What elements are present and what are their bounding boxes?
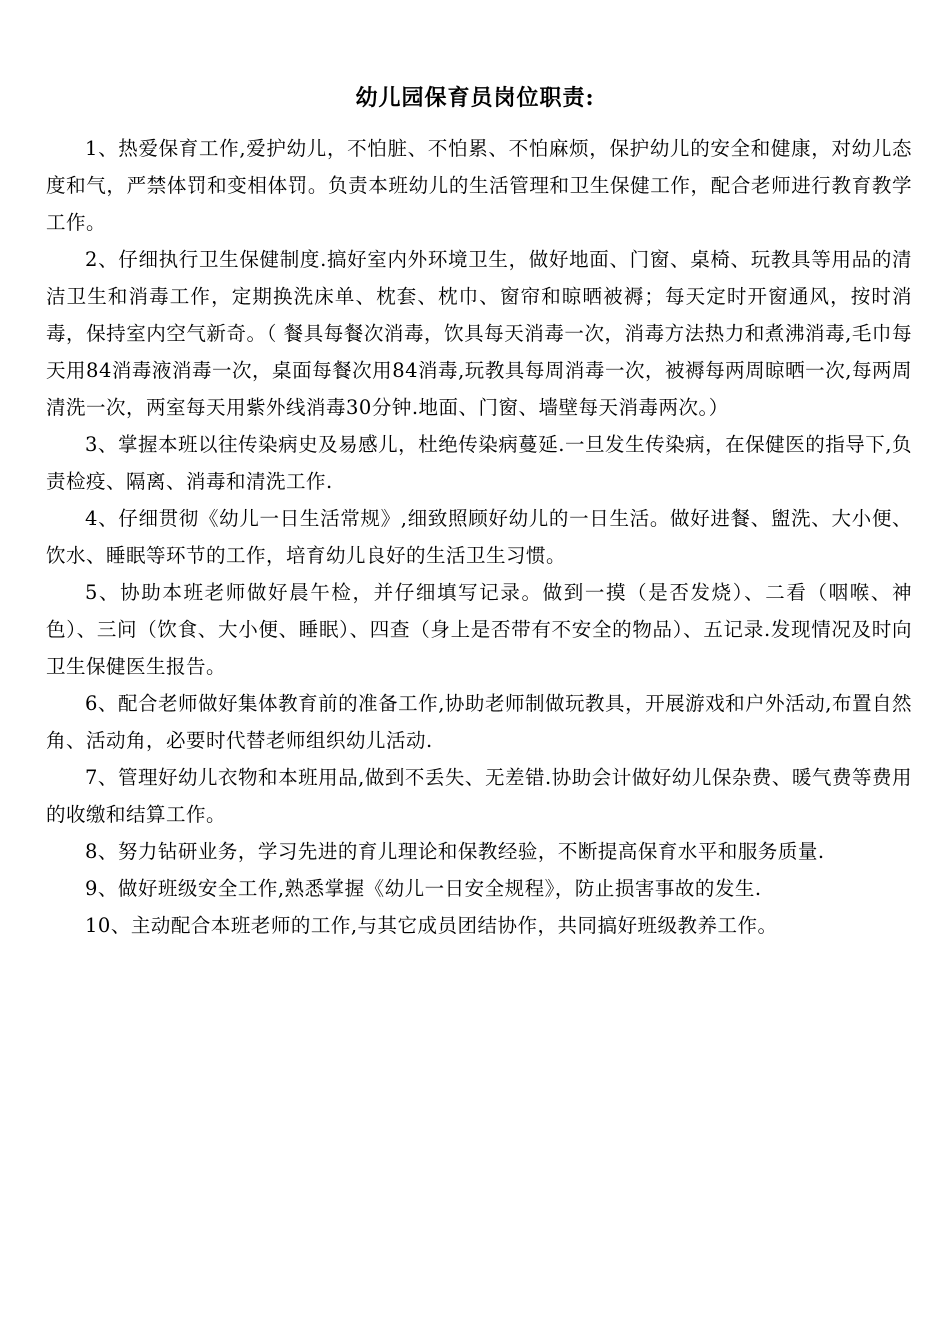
document-title: 幼儿园保育员岗位职责: xyxy=(355,85,595,111)
duty-paragraph-1: 1、热爱保育工作,爱护幼儿，不怕脏、不怕累、不怕麻烦，保护幼儿的安全和健康，对幼儿态度和气，严禁体罚和变相体罚。负责本班幼儿的生活管理和卫生保健工作，配合老师进行教育教学工作。 xyxy=(46,137,912,234)
duty-paragraph-2: 2、仔细执行卫生保健制度.搞好室内外环境卫生，做好地面、门窗、桌椅、玩教具等用品的清洁卫生和消毒工作，定期换洗床单、枕套、枕巾、窗帘和晾晒被褥；每天定时开窗通风，按时消毒，保持室内空气新奇。（ 餐具每餐次消毒，饮具每天消毒一次，消毒方法热力和煮沸消毒,毛巾每天用84消毒液消毒一次，桌面每餐次用84消毒,玩教具每周消毒一次，被褥每两周晾晒一次,每两周清洗一次，两室每天用紫外线消毒30分钟.地面、门窗、墙壁每天消毒两次。） xyxy=(46,248,912,419)
duty-paragraph-4: 4、仔细贯彻《幼儿一日生活常规》,细致照顾好幼儿的一日生活。做好进餐、盥洗、大小便、饮水、睡眠等环节的工作，培育幼儿良好的生活卫生习惯。 xyxy=(46,507,912,567)
duty-paragraph-7: 7、管理好幼儿衣物和本班用品,做到不丢失、无差错.协助会计做好幼儿保杂费、暖气费等费用的收缴和结算工作。 xyxy=(46,766,912,826)
duty-paragraph-9: 9、做好班级安全工作,熟悉掌握《幼儿一日安全规程》，防止损害事故的发生. xyxy=(85,877,762,900)
document-body xyxy=(46,130,912,944)
duty-paragraph-3: 3、掌握本班以往传染病史及易感儿，杜绝传染病蔓延.一旦发生传染病，在保健医的指导下,负责检疫、隔离、消毒和清洗工作. xyxy=(46,433,912,493)
duty-paragraph-6: 6、配合老师做好集体教育前的准备工作,协助老师制做玩教具，开展游戏和户外活动,布置自然角、活动角，必要时代替老师组织幼儿活动. xyxy=(46,692,912,752)
duty-paragraph-5: 5、协助本班老师做好晨午检，并仔细填写记录。做到一摸（是否发烧）、二看（咽喉、神色）、三问（饮食、大小便、睡眠）、四查（身上是否带有不安全的物品）、五记录.发现情况及时向卫生保健医生报告。 xyxy=(46,581,912,678)
duty-paragraph-10: 10、主动配合本班老师的工作,与其它成员团结协作，共同搞好班级教养工作。 xyxy=(85,914,778,937)
duty-paragraph-8: 8、努力钻研业务，学习先进的育儿理论和保教经验，不断提高保育水平和服务质量. xyxy=(85,840,825,863)
